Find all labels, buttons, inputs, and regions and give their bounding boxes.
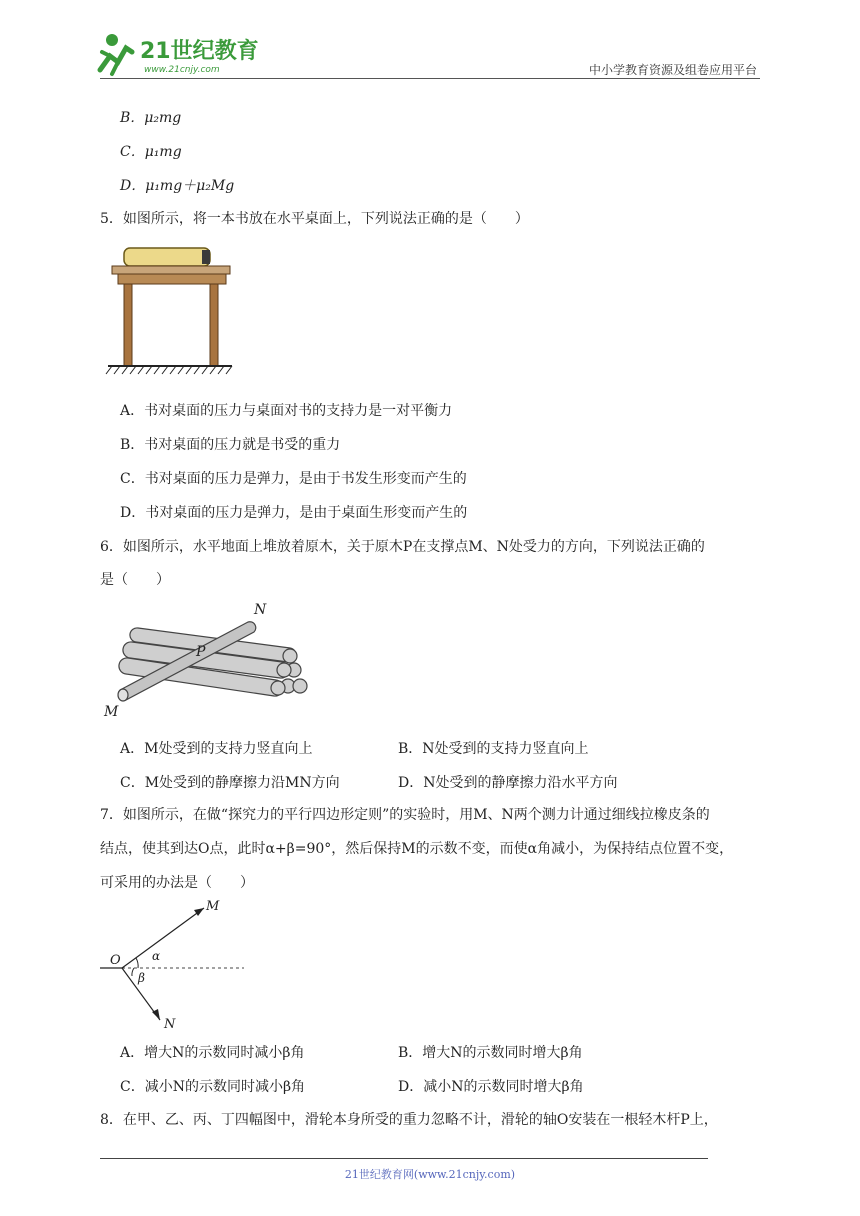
q7-stem-line-2: 结点，使其到达O点，此时α+β=90°，然后保持M的示数不变，而使α角减小，为保持结点位置不变， bbox=[100, 841, 734, 857]
q6-label-m: M bbox=[104, 704, 119, 720]
q7-label-o: O bbox=[110, 953, 121, 968]
header-divider bbox=[100, 78, 760, 79]
logo-text: 21世纪教育 bbox=[140, 39, 259, 64]
q7-option-c: C．减小N的示数同时减小β角 bbox=[120, 1079, 306, 1095]
q4-option-b: B．μ₂mg bbox=[120, 110, 182, 126]
q6-option-b: B．N处受到的支持力竖直向上 bbox=[398, 741, 589, 757]
q5-option-a: A．书对桌面的压力与桌面对书的支持力是一对平衡力 bbox=[120, 403, 453, 419]
q6-option-d: D．N处受到的静摩擦力沿水平方向 bbox=[398, 775, 618, 791]
site-logo bbox=[92, 30, 262, 78]
q7-option-a: A．增大N的示数同时减小β角 bbox=[120, 1045, 305, 1061]
q7-stem-line-1: 7．如图所示，在做“探究力的平行四边形定则”的实验时，用M、N两个测力计通过细线拉橡皮条的 bbox=[100, 807, 710, 823]
q5-book-on-table-figure bbox=[104, 242, 244, 382]
q7-label-m: M bbox=[206, 899, 220, 914]
q7-label-n: N bbox=[164, 1017, 176, 1032]
q5-option-c: C．书对桌面的压力是弹力，是由于书发生形变而产生的 bbox=[120, 471, 467, 487]
q5-option-b: B．书对桌面的压力就是书受的重力 bbox=[120, 437, 341, 453]
runner-logo-icon bbox=[92, 30, 262, 78]
q5-stem: 5．如图所示，将一本书放在水平桌面上，下列说法正确的是（ ） bbox=[100, 211, 529, 227]
q4-option-c: C．μ₁mg bbox=[120, 144, 182, 160]
logo-url: www.21cnjy.com bbox=[144, 65, 220, 75]
footer-text: 21世纪教育网(www.21cnjy.com) bbox=[344, 1168, 516, 1181]
q7-stem-line-3: 可采用的办法是（ ） bbox=[100, 875, 254, 891]
q4-option-d: D．μ₁mg＋μ₂Mg bbox=[120, 178, 235, 194]
q7-option-d: D．减小N的示数同时增大β角 bbox=[398, 1079, 584, 1095]
q7-label-alpha: α bbox=[152, 949, 161, 963]
q6-stem-line-2: 是（ ） bbox=[100, 572, 170, 588]
q6-label-p: P bbox=[196, 644, 206, 660]
q7-label-beta: β bbox=[138, 971, 145, 985]
q6-label-n: N bbox=[254, 602, 267, 618]
q7-option-b: B．增大N的示数同时增大β角 bbox=[398, 1045, 583, 1061]
q5-option-d: D．书对桌面的压力是弹力，是由于桌面生形变而产生的 bbox=[120, 505, 468, 521]
q6-stem-line-1: 6．如图所示，水平地面上堆放着原木，关于原木P在支撑点M、N处受力的方向，下列说法正确的 bbox=[100, 539, 705, 555]
q6-option-c: C．M处受到的静摩擦力沿MN方向 bbox=[120, 775, 340, 791]
q6-logs-figure bbox=[100, 600, 320, 726]
q6-option-a: A．M处受到的支持力竖直向上 bbox=[120, 741, 313, 757]
footer-divider bbox=[100, 1158, 708, 1159]
header-platform-text: 中小学教育资源及组卷应用平台 bbox=[588, 63, 757, 77]
q7-force-diagram bbox=[96, 898, 256, 1036]
q8-stem-line-1: 8．在甲、乙、丙、丁四幅图中，滑轮本身所受的重力忽略不计，滑轮的轴O安装在一根轻木杆P上， bbox=[100, 1112, 718, 1128]
